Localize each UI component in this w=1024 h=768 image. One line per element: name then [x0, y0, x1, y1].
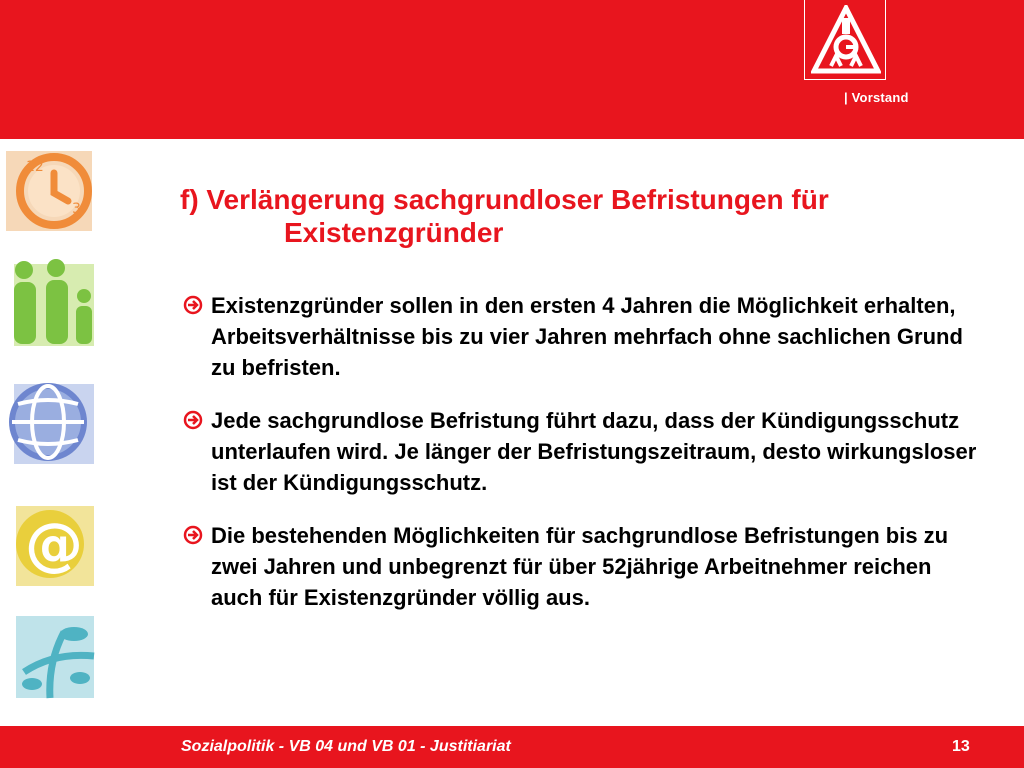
at-sign-icon [4, 500, 96, 590]
bullet-text: Jede sachgrundlose Befristung führt dazu, dass der Kündigungsschutz unterlaufen wird. Je länger der Befristungszeitraum, desto wirkungsloser ist der Kündigungsschutz. [211, 408, 977, 495]
plant-icon [4, 612, 100, 702]
family-icon [4, 256, 96, 351]
globe-icon [4, 378, 96, 468]
title-line-2: Existenzgründer [284, 217, 504, 248]
bullet-text: Die bestehenden Möglichkeiten für sachgrundlose Befristungen bis zu zwei Jahren und unbegrenzt für über 52jährige Arbeitnehmer reichen auch für Existenzgründer völlig aus. [211, 523, 949, 610]
vorstand-label: | Vorstand [844, 90, 909, 105]
bullet-item [183, 520, 983, 613]
svg-text:12: 12 [26, 159, 44, 175]
footer-text: Sozialpolitik - VB 04 und VB 01 - Justitiariat [181, 738, 511, 755]
igm-logo [804, 0, 886, 80]
arrow-bullet-icon [183, 525, 203, 545]
title-line-1: f) Verlängerung sachgrundloser Befristungen für [180, 184, 829, 215]
bullet-list [183, 290, 983, 635]
arrow-bullet-icon [183, 410, 203, 430]
bullet-text: Existenzgründer sollen in den ersten 4 Jahren die Möglichkeit erhalten, Arbeitsverhältnisse bis zu vier Jahren mehrfach ohne sachlichen Grund zu befristen. [211, 293, 963, 380]
page-number: 13 [952, 738, 970, 755]
igm-logo-icon [811, 5, 881, 75]
arrow-bullet-icon [183, 295, 203, 315]
clock-icon [4, 143, 96, 235]
footer-bar [0, 726, 1024, 768]
slide-title [180, 183, 1000, 249]
bullet-item [183, 290, 983, 383]
svg-text:3: 3 [72, 201, 81, 217]
svg-text:@: @ [25, 510, 83, 578]
bullet-item [183, 405, 983, 498]
